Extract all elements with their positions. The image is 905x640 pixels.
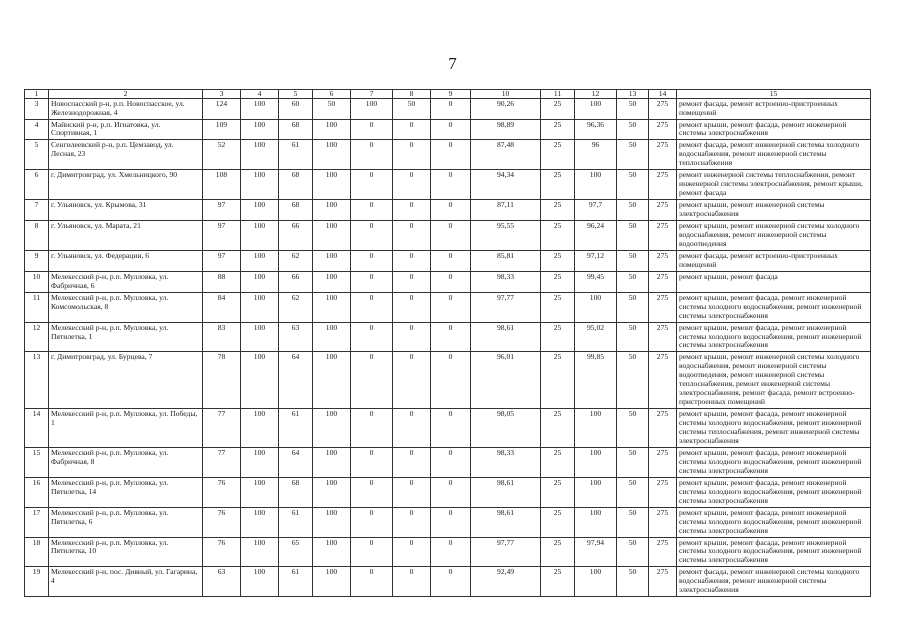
value-cell: 87,48 — [471, 140, 541, 170]
value-cell: 61 — [279, 140, 313, 170]
value-cell: 50 — [617, 507, 649, 537]
value-cell: 25 — [541, 447, 575, 477]
value-cell: 100 — [241, 119, 279, 140]
value-cell: 100 — [575, 98, 617, 119]
value-cell: 63 — [203, 567, 241, 597]
value-cell: 25 — [541, 250, 575, 271]
value-cell: 0 — [393, 352, 431, 409]
value-cell: 0 — [431, 447, 471, 477]
table-row — [25, 140, 871, 170]
value-cell: 88 — [203, 271, 241, 292]
value-cell: 0 — [351, 447, 393, 477]
value-cell: 100 — [241, 352, 279, 409]
row-number: 6 — [25, 170, 49, 200]
value-cell: 100 — [351, 98, 393, 119]
value-cell: 0 — [351, 221, 393, 251]
value-cell: 97,12 — [575, 250, 617, 271]
value-cell: 275 — [649, 271, 677, 292]
address-cell: Мелекесский р-н, р.п. Мулловка, ул. Фабричная, 6 — [49, 271, 203, 292]
value-cell: 76 — [203, 537, 241, 567]
value-cell: 0 — [431, 322, 471, 352]
works-cell: ремонт крыши, ремонт инженерной системы холодного водоснабжения, ремонт инженерной системы водоотведения, ремонт инженерной системы теплоснабжения, ремонт инженерной системы электроснабжения, ремонт фасада, ремонт встроенно-пристроенных помещений — [677, 352, 871, 409]
value-cell: 0 — [393, 271, 431, 292]
value-cell: 0 — [431, 119, 471, 140]
works-cell: ремонт крыши, ремонт фасада, ремонт инженерной системы электроснабжения — [677, 119, 871, 140]
value-cell: 50 — [617, 447, 649, 477]
value-cell: 92,49 — [471, 567, 541, 597]
value-cell: 100 — [575, 409, 617, 448]
table-row — [25, 352, 871, 409]
value-cell: 0 — [393, 409, 431, 448]
value-cell: 62 — [279, 250, 313, 271]
value-cell: 100 — [241, 250, 279, 271]
value-cell: 100 — [313, 537, 351, 567]
value-cell: 0 — [431, 271, 471, 292]
value-cell: 98,33 — [471, 271, 541, 292]
value-cell: 0 — [351, 292, 393, 322]
value-cell: 50 — [313, 98, 351, 119]
value-cell: 50 — [617, 119, 649, 140]
address-cell: Мелекесский р-н, р.п. Мулловка, ул. Фабричная, 8 — [49, 447, 203, 477]
value-cell: 100 — [313, 567, 351, 597]
value-cell: 77 — [203, 409, 241, 448]
value-cell: 275 — [649, 477, 677, 507]
value-cell: 0 — [393, 200, 431, 221]
value-cell: 25 — [541, 567, 575, 597]
value-cell: 97 — [203, 250, 241, 271]
value-cell: 100 — [241, 170, 279, 200]
column-header: 7 — [351, 90, 393, 99]
table-row — [25, 322, 871, 352]
value-cell: 77 — [203, 447, 241, 477]
value-cell: 109 — [203, 119, 241, 140]
value-cell: 124 — [203, 98, 241, 119]
works-cell: ремонт фасада, ремонт инженерной системы холодного водоснабжения, ремонт инженерной системы теплоснабжения — [677, 140, 871, 170]
value-cell: 87,11 — [471, 200, 541, 221]
value-cell: 0 — [351, 507, 393, 537]
value-cell: 275 — [649, 352, 677, 409]
value-cell: 63 — [279, 322, 313, 352]
value-cell: 25 — [541, 140, 575, 170]
row-number: 11 — [25, 292, 49, 322]
address-cell: Мелекесский р-н, р.п. Мулловка, ул. Комсомольская, 8 — [49, 292, 203, 322]
works-cell: ремонт инженерной системы теплоснабжения, ремонт инженерной системы электроснабжения, ремонт крыши, ремонт фасада — [677, 170, 871, 200]
value-cell: 275 — [649, 322, 677, 352]
value-cell: 0 — [393, 250, 431, 271]
value-cell: 50 — [617, 322, 649, 352]
value-cell: 65 — [279, 537, 313, 567]
value-cell: 76 — [203, 477, 241, 507]
value-cell: 0 — [351, 250, 393, 271]
value-cell: 0 — [351, 119, 393, 140]
address-cell: Мелекесский р-н, р.п. Мулловка, ул. Пятилетка, 10 — [49, 537, 203, 567]
table-row — [25, 292, 871, 322]
address-cell: Новоспасский р-н, р.п. Новоспасское, ул. Железнодорожная, 4 — [49, 98, 203, 119]
address-cell: г. Димитровград, ул. Хмельницкого, 90 — [49, 170, 203, 200]
value-cell: 0 — [431, 140, 471, 170]
value-cell: 90,26 — [471, 98, 541, 119]
value-cell: 25 — [541, 352, 575, 409]
row-number: 15 — [25, 447, 49, 477]
value-cell: 100 — [313, 322, 351, 352]
row-number: 7 — [25, 200, 49, 221]
value-cell: 100 — [575, 170, 617, 200]
works-cell: ремонт крыши, ремонт фасада — [677, 271, 871, 292]
value-cell: 96,24 — [575, 221, 617, 251]
value-cell: 95,55 — [471, 221, 541, 251]
value-cell: 0 — [393, 221, 431, 251]
value-cell: 98,89 — [471, 119, 541, 140]
value-cell: 0 — [351, 200, 393, 221]
value-cell: 85,81 — [471, 250, 541, 271]
column-header: 9 — [431, 90, 471, 99]
works-cell: ремонт фасада, ремонт встроенно-пристроенных помещений — [677, 98, 871, 119]
value-cell: 62 — [279, 292, 313, 322]
value-cell: 66 — [279, 221, 313, 251]
value-cell: 275 — [649, 537, 677, 567]
value-cell: 84 — [203, 292, 241, 322]
value-cell: 96,36 — [575, 119, 617, 140]
value-cell: 0 — [431, 98, 471, 119]
value-cell: 0 — [431, 567, 471, 597]
row-number: 19 — [25, 567, 49, 597]
row-number: 8 — [25, 221, 49, 251]
address-cell: Мелекесский р-н, р.п. Мулловка, ул. Пятилетка, 14 — [49, 477, 203, 507]
value-cell: 25 — [541, 271, 575, 292]
value-cell: 108 — [203, 170, 241, 200]
value-cell: 100 — [313, 477, 351, 507]
value-cell: 275 — [649, 409, 677, 448]
value-cell: 94,34 — [471, 170, 541, 200]
value-cell: 100 — [313, 221, 351, 251]
column-header: 8 — [393, 90, 431, 99]
value-cell: 98,61 — [471, 322, 541, 352]
row-number: 17 — [25, 507, 49, 537]
value-cell: 50 — [617, 409, 649, 448]
value-cell: 100 — [313, 352, 351, 409]
value-cell: 50 — [617, 352, 649, 409]
value-cell: 98,05 — [471, 409, 541, 448]
value-cell: 0 — [431, 352, 471, 409]
value-cell: 100 — [241, 98, 279, 119]
column-header: 15 — [677, 90, 871, 99]
works-cell: ремонт крыши, ремонт фасада, ремонт инженерной системы холодного водоснабжения, ремонт инженерной системы электроснабжения — [677, 507, 871, 537]
value-cell: 275 — [649, 119, 677, 140]
value-cell: 50 — [617, 170, 649, 200]
column-header: 1 — [25, 90, 49, 99]
value-cell: 100 — [575, 447, 617, 477]
address-cell: г. Ульяновск, ул. Федерации, 6 — [49, 250, 203, 271]
value-cell: 0 — [393, 140, 431, 170]
table-row — [25, 271, 871, 292]
value-cell: 0 — [431, 170, 471, 200]
value-cell: 0 — [393, 322, 431, 352]
value-cell: 0 — [351, 322, 393, 352]
value-cell: 0 — [393, 537, 431, 567]
value-cell: 275 — [649, 140, 677, 170]
value-cell: 0 — [431, 292, 471, 322]
address-cell: г. Димитровград, ул. Бурцева, 7 — [49, 352, 203, 409]
row-number: 14 — [25, 409, 49, 448]
value-cell: 25 — [541, 292, 575, 322]
row-number: 10 — [25, 271, 49, 292]
value-cell: 50 — [617, 477, 649, 507]
value-cell: 50 — [393, 98, 431, 119]
value-cell: 61 — [279, 507, 313, 537]
value-cell: 98,61 — [471, 507, 541, 537]
value-cell: 25 — [541, 537, 575, 567]
value-cell: 275 — [649, 98, 677, 119]
table-row — [25, 200, 871, 221]
value-cell: 100 — [241, 507, 279, 537]
value-cell: 0 — [431, 507, 471, 537]
value-cell: 100 — [313, 271, 351, 292]
value-cell: 0 — [431, 477, 471, 507]
value-cell: 0 — [431, 409, 471, 448]
value-cell: 0 — [351, 409, 393, 448]
value-cell: 0 — [431, 537, 471, 567]
value-cell: 52 — [203, 140, 241, 170]
address-cell: Сенгилеевский р-н, р.п. Цемзавод, ул. Лесная, 23 — [49, 140, 203, 170]
value-cell: 64 — [279, 447, 313, 477]
table-row — [25, 409, 871, 448]
value-cell: 0 — [393, 507, 431, 537]
value-cell: 96 — [575, 140, 617, 170]
value-cell: 25 — [541, 221, 575, 251]
page-number: 7 — [448, 54, 457, 73]
column-header: 5 — [279, 90, 313, 99]
value-cell: 275 — [649, 447, 677, 477]
value-cell: 60 — [279, 98, 313, 119]
value-cell: 68 — [279, 477, 313, 507]
value-cell: 0 — [393, 567, 431, 597]
value-cell: 50 — [617, 140, 649, 170]
value-cell: 25 — [541, 98, 575, 119]
value-cell: 0 — [393, 477, 431, 507]
value-cell: 100 — [313, 409, 351, 448]
value-cell: 100 — [313, 170, 351, 200]
value-cell: 100 — [575, 477, 617, 507]
row-number: 18 — [25, 537, 49, 567]
column-header: 3 — [203, 90, 241, 99]
value-cell: 25 — [541, 170, 575, 200]
value-cell: 0 — [431, 250, 471, 271]
row-number: 16 — [25, 477, 49, 507]
table-row — [25, 170, 871, 200]
column-header: 11 — [541, 90, 575, 99]
value-cell: 61 — [279, 409, 313, 448]
value-cell: 100 — [241, 322, 279, 352]
registry-table — [24, 89, 871, 597]
works-cell: ремонт крыши, ремонт фасада, ремонт инженерной системы холодного водоснабжения, ремонт инженерной системы теплоснабжения, ремонт инженерной системы электроснабжения — [677, 409, 871, 448]
value-cell: 50 — [617, 98, 649, 119]
table-row — [25, 507, 871, 537]
value-cell: 100 — [313, 140, 351, 170]
table-row — [25, 537, 871, 567]
value-cell: 99,45 — [575, 271, 617, 292]
table-row — [25, 447, 871, 477]
value-cell: 275 — [649, 292, 677, 322]
table-row — [25, 221, 871, 251]
works-cell: ремонт крыши, ремонт инженерной системы холодного водоснабжения, ремонт инженерной системы водоотведения — [677, 221, 871, 251]
value-cell: 97,77 — [471, 292, 541, 322]
value-cell: 100 — [241, 567, 279, 597]
column-header: 2 — [49, 90, 203, 99]
value-cell: 50 — [617, 200, 649, 221]
value-cell: 0 — [351, 567, 393, 597]
address-cell: Мелекесский р-н, р.п. Мулловка, ул. Пятилетка, 6 — [49, 507, 203, 537]
value-cell: 25 — [541, 507, 575, 537]
value-cell: 78 — [203, 352, 241, 409]
address-cell: г. Ульяновск, ул. Крымова, 31 — [49, 200, 203, 221]
column-header: 14 — [649, 90, 677, 99]
value-cell: 25 — [541, 322, 575, 352]
value-cell: 95,02 — [575, 322, 617, 352]
value-cell: 97 — [203, 221, 241, 251]
value-cell: 0 — [393, 447, 431, 477]
value-cell: 97,77 — [471, 537, 541, 567]
value-cell: 100 — [241, 447, 279, 477]
row-number: 3 — [25, 98, 49, 119]
value-cell: 100 — [241, 271, 279, 292]
value-cell: 0 — [393, 119, 431, 140]
column-header: 12 — [575, 90, 617, 99]
value-cell: 275 — [649, 567, 677, 597]
value-cell: 50 — [617, 292, 649, 322]
works-cell: ремонт крыши, ремонт фасада, ремонт инженерной системы холодного водоснабжения, ремонт инженерной системы электроснабжения — [677, 537, 871, 567]
value-cell: 50 — [617, 537, 649, 567]
value-cell: 100 — [241, 140, 279, 170]
value-cell: 64 — [279, 352, 313, 409]
works-cell: ремонт крыши, ремонт инженерной системы электроснабжения — [677, 200, 871, 221]
value-cell: 83 — [203, 322, 241, 352]
table-row — [25, 119, 871, 140]
works-cell: ремонт крыши, ремонт фасада, ремонт инженерной системы холодного водоснабжения, ремонт инженерной системы электроснабжения — [677, 322, 871, 352]
value-cell: 68 — [279, 170, 313, 200]
value-cell: 275 — [649, 507, 677, 537]
address-cell: Мелекесский р-н, пос. Дивный, ул. Гагарина, 4 — [49, 567, 203, 597]
value-cell: 100 — [313, 507, 351, 537]
value-cell: 0 — [393, 170, 431, 200]
value-cell: 100 — [313, 119, 351, 140]
value-cell: 100 — [241, 409, 279, 448]
column-header: 6 — [313, 90, 351, 99]
address-cell: Мелекесский р-н, р.п. Мулловка, ул. Пятилетка, 1 — [49, 322, 203, 352]
value-cell: 50 — [617, 221, 649, 251]
value-cell: 0 — [393, 292, 431, 322]
value-cell: 0 — [431, 221, 471, 251]
row-number: 12 — [25, 322, 49, 352]
value-cell: 275 — [649, 170, 677, 200]
value-cell: 0 — [351, 352, 393, 409]
value-cell: 275 — [649, 250, 677, 271]
column-header: 4 — [241, 90, 279, 99]
value-cell: 25 — [541, 119, 575, 140]
row-number: 4 — [25, 119, 49, 140]
value-cell: 100 — [241, 221, 279, 251]
value-cell: 76 — [203, 507, 241, 537]
value-cell: 98,61 — [471, 477, 541, 507]
works-cell: ремонт крыши, ремонт фасада, ремонт инженерной системы холодного водоснабжения, ремонт инженерной системы электроснабжения — [677, 447, 871, 477]
value-cell: 50 — [617, 567, 649, 597]
address-cell: г. Ульяновск, ул. Марата, 21 — [49, 221, 203, 251]
works-cell: ремонт крыши, ремонт фасада, ремонт инженерной системы холодного водоснабжения, ремонт инженерной системы электроснабжения — [677, 292, 871, 322]
value-cell: 100 — [313, 447, 351, 477]
value-cell: 96,01 — [471, 352, 541, 409]
value-cell: 97 — [203, 200, 241, 221]
row-number: 9 — [25, 250, 49, 271]
value-cell: 100 — [241, 477, 279, 507]
works-cell: ремонт фасада, ремонт инженерной системы холодного водоснабжения, ремонт инженерной системы электроснабжения — [677, 567, 871, 597]
value-cell: 100 — [313, 292, 351, 322]
column-header-row — [25, 90, 871, 99]
value-cell: 68 — [279, 119, 313, 140]
value-cell: 0 — [351, 537, 393, 567]
table-row — [25, 567, 871, 597]
column-header: 13 — [617, 90, 649, 99]
value-cell: 25 — [541, 477, 575, 507]
value-cell: 25 — [541, 409, 575, 448]
table-body — [25, 98, 871, 597]
value-cell: 275 — [649, 221, 677, 251]
value-cell: 0 — [351, 170, 393, 200]
value-cell: 50 — [617, 271, 649, 292]
value-cell: 100 — [575, 567, 617, 597]
row-number: 13 — [25, 352, 49, 409]
table-row — [25, 98, 871, 119]
value-cell: 100 — [313, 250, 351, 271]
works-cell: ремонт крыши, ремонт фасада, ремонт инженерной системы холодного водоснабжения, ремонт инженерной системы электроснабжения — [677, 477, 871, 507]
value-cell: 0 — [431, 200, 471, 221]
column-header: 10 — [471, 90, 541, 99]
address-cell: Мелекесский р-н, р.п. Мулловка, ул. Победы, 1 — [49, 409, 203, 448]
value-cell: 97,7 — [575, 200, 617, 221]
value-cell: 100 — [575, 292, 617, 322]
value-cell: 50 — [617, 250, 649, 271]
value-cell: 68 — [279, 200, 313, 221]
table-row — [25, 250, 871, 271]
value-cell: 25 — [541, 200, 575, 221]
value-cell: 100 — [313, 200, 351, 221]
value-cell: 0 — [351, 477, 393, 507]
value-cell: 98,33 — [471, 447, 541, 477]
value-cell: 100 — [241, 200, 279, 221]
value-cell: 0 — [351, 140, 393, 170]
value-cell: 66 — [279, 271, 313, 292]
table-row — [25, 477, 871, 507]
row-number: 5 — [25, 140, 49, 170]
value-cell: 100 — [241, 292, 279, 322]
value-cell: 61 — [279, 567, 313, 597]
value-cell: 275 — [649, 200, 677, 221]
value-cell: 100 — [575, 507, 617, 537]
works-cell: ремонт фасада, ремонт встроенно-пристроенных помещений — [677, 250, 871, 271]
value-cell: 97,94 — [575, 537, 617, 567]
value-cell: 99,85 — [575, 352, 617, 409]
value-cell: 0 — [351, 271, 393, 292]
value-cell: 100 — [241, 537, 279, 567]
address-cell: Майнский р-н, р.п. Игнатовка, ул. Спортивная, 1 — [49, 119, 203, 140]
